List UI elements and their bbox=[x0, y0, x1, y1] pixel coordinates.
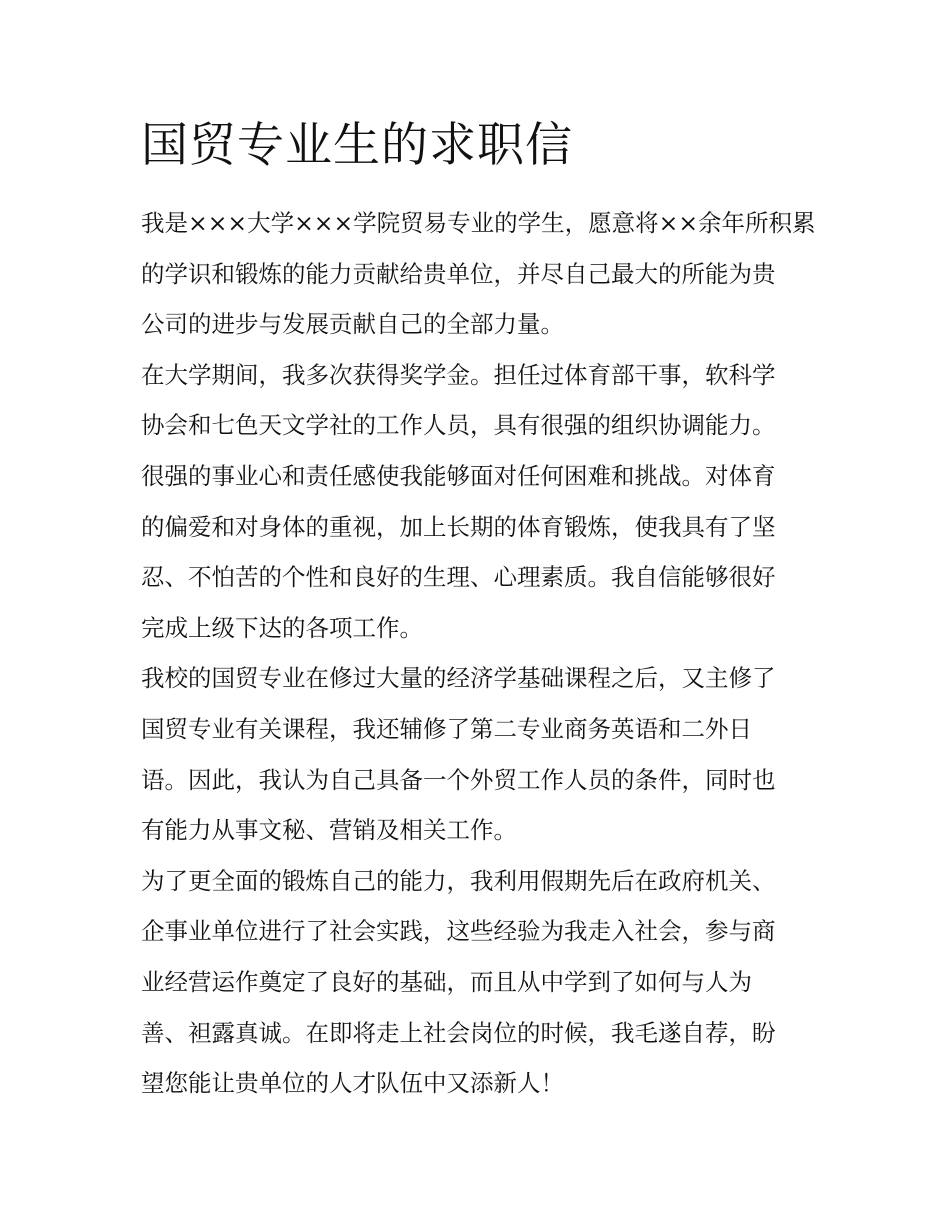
text-line: 协会和七色天文学社的工作人员，具有很强的组织协调能力。 bbox=[141, 411, 776, 440]
text-line: 忍、不怕苦的个性和良好的生理、心理素质。我自信能够很好 bbox=[141, 563, 776, 592]
text-line: 善、袒露真诚。在即将走上社会岗位的时候，我毛遂自荐，盼 bbox=[141, 1018, 776, 1047]
text-line: 望您能让贵单位的人才队伍中又添新人！ bbox=[141, 1069, 564, 1098]
text-line: 的学识和锻炼的能力贡献给贵单位，并尽自己最大的所能为贵 bbox=[141, 259, 776, 288]
paragraph-university-experience bbox=[141, 350, 821, 654]
text-line: 我是×××大学×××学院贸易专业的学生，愿意将××余年所积累 bbox=[141, 209, 816, 237]
text-line: 业经营运作奠定了良好的基础，而且从中学到了如何与人为 bbox=[141, 967, 752, 996]
text-line: 公司的进步与发展贡献自己的全部力量。 bbox=[141, 310, 564, 339]
paragraph-practice-closing bbox=[141, 856, 821, 1109]
document-title: 国贸专业生的求职信 bbox=[141, 118, 573, 173]
text-line: 很强的事业心和责任感使我能够面对任何困难和挑战。对体育 bbox=[141, 461, 776, 490]
text-line: 我校的国贸专业在修过大量的经济学基础课程之后，又主修了 bbox=[141, 664, 776, 693]
text-line: 为了更全面的锻炼自己的能力，我利用假期先后在政府机关、 bbox=[141, 866, 776, 895]
paragraph-intro bbox=[141, 198, 821, 350]
letter-body bbox=[141, 198, 821, 1109]
text-line: 国贸专业有关课程，我还辅修了第二专业商务英语和二外日 bbox=[141, 714, 752, 743]
paragraph-major-courses bbox=[141, 653, 821, 855]
text-line: 语。因此，我认为自己具备一个外贸工作人员的条件，同时也 bbox=[141, 765, 776, 794]
text-line: 企事业单位进行了社会实践，这些经验为我走入社会，参与商 bbox=[141, 917, 776, 946]
text-line: 的偏爱和对身体的重视，加上长期的体育锻炼，使我具有了坚 bbox=[141, 512, 776, 541]
text-line: 有能力从事文秘、营销及相关工作。 bbox=[141, 816, 517, 845]
text-line: 完成上级下达的各项工作。 bbox=[141, 613, 423, 642]
text-line: 在大学期间，我多次获得奖学金。担任过体育部干事，软科学 bbox=[141, 360, 776, 389]
